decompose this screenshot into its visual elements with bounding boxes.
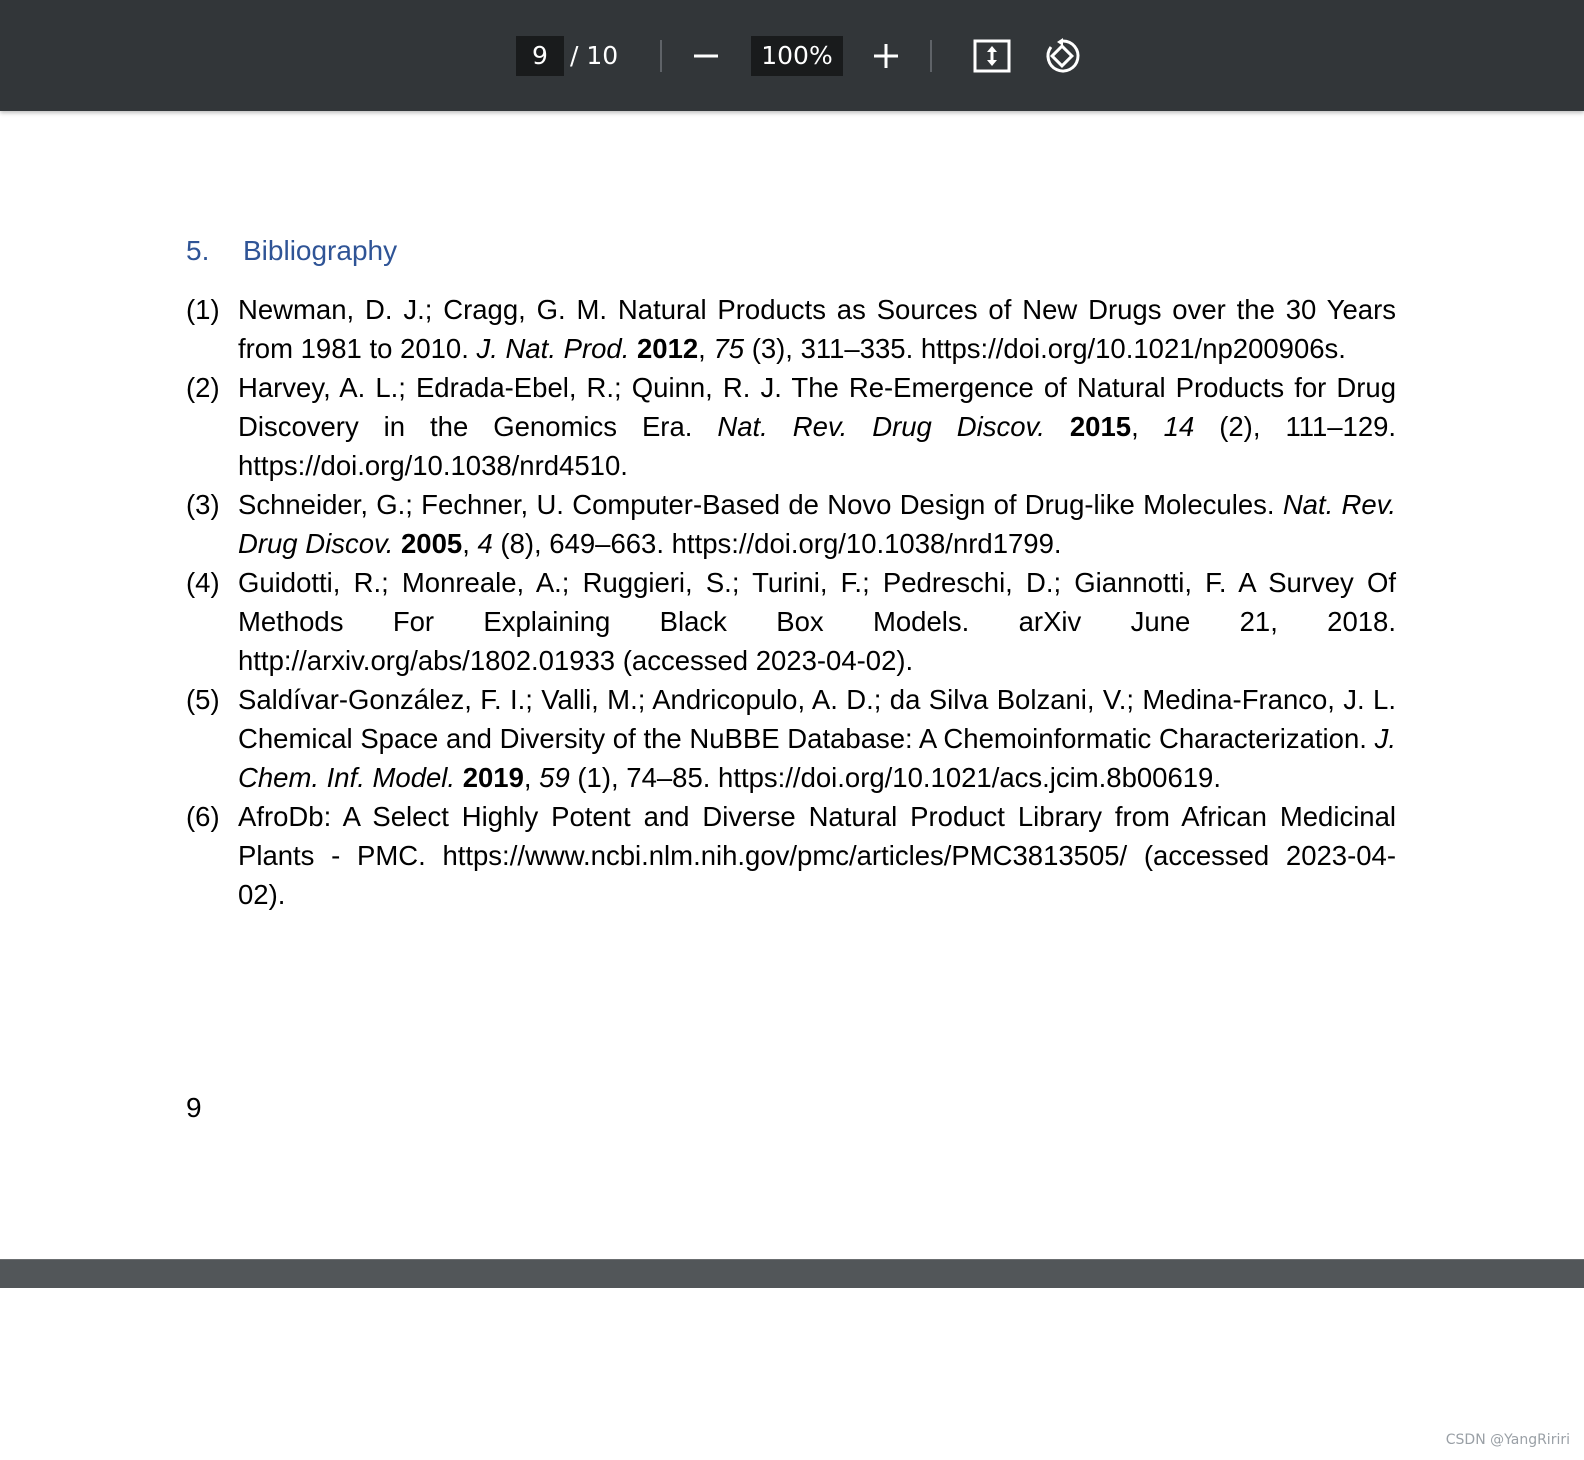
reference-year: 2015: [1069, 411, 1132, 442]
reference-authors: Saldívar-González, F. I.; Valli, M.; Andricopulo, A. D.; da Silva Bolzani, V.; Medina-Franco, J. L. Chemical Space and Diversity of the NuBBE Database: A Chemoinformatic Characterization.: [238, 684, 1396, 754]
reference-journal: J. Nat. Prod.: [476, 333, 630, 364]
reference-year: 2012: [636, 333, 699, 364]
total-pages-label: / 10: [570, 41, 619, 70]
reference-number: (1): [186, 294, 220, 325]
reference-rest: (3), 311–335. https://doi.org/10.1021/np200906s.: [751, 333, 1346, 364]
reference-item: (5) Saldívar-González, F. I.; Valli, M.; Andricopulo, A. D.; da Silva Bolzani, V.; Medina-Franco, J. L. Chemical Space and Diversity of the NuBBE Database: A Chemoinformatic Characterization. J. Chem. Inf. Model. 2019, 59 (1), 74–85. https://doi.org/10.1021/acs.jcim.8b00619.: [186, 680, 1396, 797]
reference-rest: (2), 111–129. https://doi.org/10.1038/nrd4510.: [238, 411, 1397, 481]
reference-volume: 59: [539, 762, 570, 793]
reference-item: [186, 797, 1396, 914]
reference-journal: J. Chem. Inf. Model.: [238, 723, 1397, 793]
fit-page-button[interactable]: [969, 33, 1015, 79]
section-heading: [186, 231, 397, 271]
reference-journal: Nat. Rev. Drug Discov.: [717, 411, 1045, 442]
zoom-out-button[interactable]: [683, 33, 729, 79]
reference-number: (3): [186, 489, 220, 520]
watermark: CSDN @YangRiriri: [1445, 1432, 1570, 1448]
fit-page-icon: [973, 39, 1011, 73]
reference-number: (2): [186, 372, 220, 403]
section-title: Bibliography: [243, 235, 398, 266]
reference-item: (2) Harvey, A. L.; Edrada-Ebel, R.; Quinn, R. J. The Re-Emergence of Natural Products for Drug Discovery in the Genomics Era. Nat. Rev. Drug Discov. 2015, 14 (2), 111–129. https://doi.org/10.1038/nrd4510.: [186, 368, 1396, 485]
zoom-in-icon: [872, 42, 900, 70]
zoom-out-icon: [692, 42, 720, 70]
bibliography-list: [186, 290, 1396, 914]
reference-year: 2019: [462, 762, 524, 793]
reference-year: 2005: [401, 528, 463, 559]
reference-journal: Nat. Rev. Drug Discov.: [238, 489, 1397, 559]
toolbar-divider: [660, 40, 662, 72]
reference-authors: Schneider, G.; Fechner, U. Computer-Based de Novo Design of Drug-like Molecules.: [238, 489, 1275, 520]
reference-number: (6): [186, 801, 220, 832]
reference-authors: Harvey, A. L.; Edrada-Ebel, R.; Quinn, R. J. The Re-Emergence of Natural Products for Drug Discovery in the Genomics Era.: [238, 372, 1396, 442]
zoom-in-button[interactable]: [863, 33, 909, 79]
reference-item: (1) Newman, D. J.; Cragg, G. M. Natural Products as Sources of New Drugs over the 30 Years from 1981 to 2010. J. Nat. Prod. 2012, 75 (3), 311–335. https://doi.org/10.1021/np200906s.: [186, 290, 1396, 368]
zoom-level-input[interactable]: 100%: [751, 36, 843, 76]
reference-volume: 14: [1163, 411, 1195, 442]
reference-rest: (8), 649–663. https://doi.org/10.1038/nrd1799.: [500, 528, 1062, 559]
rotate-icon: [1044, 37, 1082, 75]
page-footer-number: 9: [186, 1092, 202, 1123]
reference-volume: 75: [713, 333, 745, 364]
reference-volume: 4: [477, 528, 493, 559]
reference-number: (5): [186, 684, 220, 715]
page-separator: [0, 1259, 1584, 1288]
reference-text: Guidotti, R.; Monreale, A.; Ruggieri, S.; Turini, F.; Pedreschi, D.; Giannotti, F. A Survey Of Methods For Explaining Black Box Models. arXiv June 21, 2018. http://arxiv.org/abs/1802.01933 (accessed 2023-04-02).: [238, 567, 1396, 676]
pdf-toolbar: [0, 0, 1584, 111]
reference-authors: Newman, D. J.; Cragg, G. M. Natural Products as Sources of New Drugs over the 30 Years from 1981 to 2010.: [238, 294, 1396, 364]
reference-rest: (1), 74–85. https://doi.org/10.1021/acs.jcim.8b00619.: [577, 762, 1221, 793]
rotate-button[interactable]: [1040, 33, 1086, 79]
toolbar-divider: [930, 40, 932, 72]
reference-item: [186, 563, 1396, 680]
page-number-input[interactable]: 9: [516, 36, 564, 76]
reference-item: (3) Schneider, G.; Fechner, U. Computer-Based de Novo Design of Drug-like Molecules. Nat. Rev. Drug Discov. 2005, 4 (8), 649–663. https://doi.org/10.1038/nrd1799.: [186, 485, 1396, 563]
section-number: 5.: [186, 235, 210, 266]
reference-number: (4): [186, 567, 220, 598]
reference-text: AfroDb: A Select Highly Potent and Diverse Natural Product Library from African Medicinal Plants - PMC. https://www.ncbi.nlm.nih.gov/pmc/articles/PMC3813505/ (accessed 2023-04-02).: [238, 801, 1396, 910]
